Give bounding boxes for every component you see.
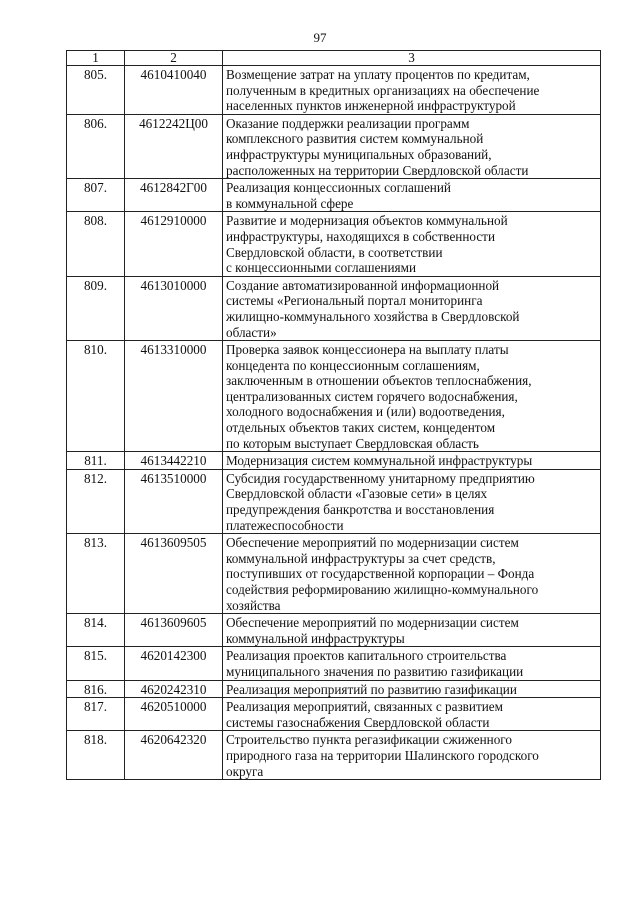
- table-row: [67, 647, 601, 680]
- table-row: [67, 452, 601, 470]
- table-row: [67, 680, 601, 698]
- row-code: 4613609505: [125, 534, 223, 614]
- row-code: 4620642320: [125, 731, 223, 780]
- row-number: 810.: [67, 341, 125, 452]
- row-description: Реализация концессионных соглашений в коммунальной сфере: [223, 179, 601, 212]
- row-number: 812.: [67, 469, 125, 533]
- row-code: 4620142300: [125, 647, 223, 680]
- row-description: Реализация мероприятий, связанных с развитием системы газоснабжения Свердловской области: [223, 698, 601, 731]
- row-description: Субсидия государственному унитарному предприятию Свердловской области «Газовые сети» в целях предупреждения банкротства и восстановления платежеспособности: [223, 469, 601, 533]
- row-number: 811.: [67, 452, 125, 470]
- row-code: 4613510000: [125, 469, 223, 533]
- row-number: 813.: [67, 534, 125, 614]
- row-code: 4610410040: [125, 66, 223, 115]
- row-code: 4612842Г00: [125, 179, 223, 212]
- row-number: 806.: [67, 114, 125, 178]
- row-code: 4620510000: [125, 698, 223, 731]
- row-number: 818.: [67, 731, 125, 780]
- row-description: Развитие и модернизация объектов коммунальной инфраструктуры, находящихся в собственности Свердловской области, в соответствии с концессионными соглашениями: [223, 212, 601, 276]
- row-number: 809.: [67, 276, 125, 340]
- table-row: [67, 614, 601, 647]
- column-header-1: 1: [67, 51, 125, 66]
- row-code: 4612242Ц00: [125, 114, 223, 178]
- table-row: [67, 698, 601, 731]
- column-header-2: 2: [125, 51, 223, 66]
- table-row: [67, 731, 601, 780]
- table-header-row: [67, 51, 601, 66]
- row-number: 807.: [67, 179, 125, 212]
- row-code: 4613310000: [125, 341, 223, 452]
- table-row: [67, 114, 601, 178]
- table-row: [67, 469, 601, 533]
- row-description: Модернизация систем коммунальной инфраструктуры: [223, 452, 601, 470]
- row-code: 4613010000: [125, 276, 223, 340]
- row-description: Реализация мероприятий по развитию газификации: [223, 680, 601, 698]
- row-code: 4613609605: [125, 614, 223, 647]
- row-code: 4612910000: [125, 212, 223, 276]
- page-number: 97: [313, 30, 327, 45]
- row-description: Оказание поддержки реализации программ комплексного развития систем коммунальной инфраструктуры муниципальных образований, расположенных на территории Свердловской области: [223, 114, 601, 178]
- table-row: [67, 179, 601, 212]
- row-description: Строительство пункта регазификации сжиженного природного газа на территории Шалинского городского округа: [223, 731, 601, 780]
- table-row: [67, 534, 601, 614]
- column-header-3: 3: [223, 51, 601, 66]
- table-row: [67, 66, 601, 115]
- row-number: 805.: [67, 66, 125, 115]
- row-description: Возмещение затрат на уплату процентов по кредитам, полученным в кредитных организациях на обеспечение населенных пунктов инженерной инфраструктурой: [223, 66, 601, 115]
- row-number: 814.: [67, 614, 125, 647]
- row-number: 817.: [67, 698, 125, 731]
- table-row: [67, 341, 601, 452]
- budget-classification-table: [66, 50, 601, 780]
- table-row: [67, 212, 601, 276]
- row-number: 808.: [67, 212, 125, 276]
- row-code: 4620242310: [125, 680, 223, 698]
- row-number: 816.: [67, 680, 125, 698]
- row-description: Обеспечение мероприятий по модернизации систем коммунальной инфраструктуры за счет средств, поступивших от государственной корпорации – Фонда содействия реформированию жилищно-коммунального хозяйства: [223, 534, 601, 614]
- row-description: Проверка заявок концессионера на выплату платы концедента по концессионным соглашениям, заключенным в отношении объектов теплоснабжения, централизованных систем горячего водоснабжения, холодного водоснабжения и (или) водоотведения, отдельных объектов таких систем, концедентом по которым выступает Свердловская область: [223, 341, 601, 452]
- row-description: Создание автоматизированной информационной системы «Региональный портал мониторинга жилищно-коммунального хозяйства в Свердловской области»: [223, 276, 601, 340]
- row-code: 4613442210: [125, 452, 223, 470]
- row-description: Реализация проектов капитального строительства муниципального значения по развитию газификации: [223, 647, 601, 680]
- table-row: [67, 276, 601, 340]
- row-description: Обеспечение мероприятий по модернизации систем коммунальной инфраструктуры: [223, 614, 601, 647]
- row-number: 815.: [67, 647, 125, 680]
